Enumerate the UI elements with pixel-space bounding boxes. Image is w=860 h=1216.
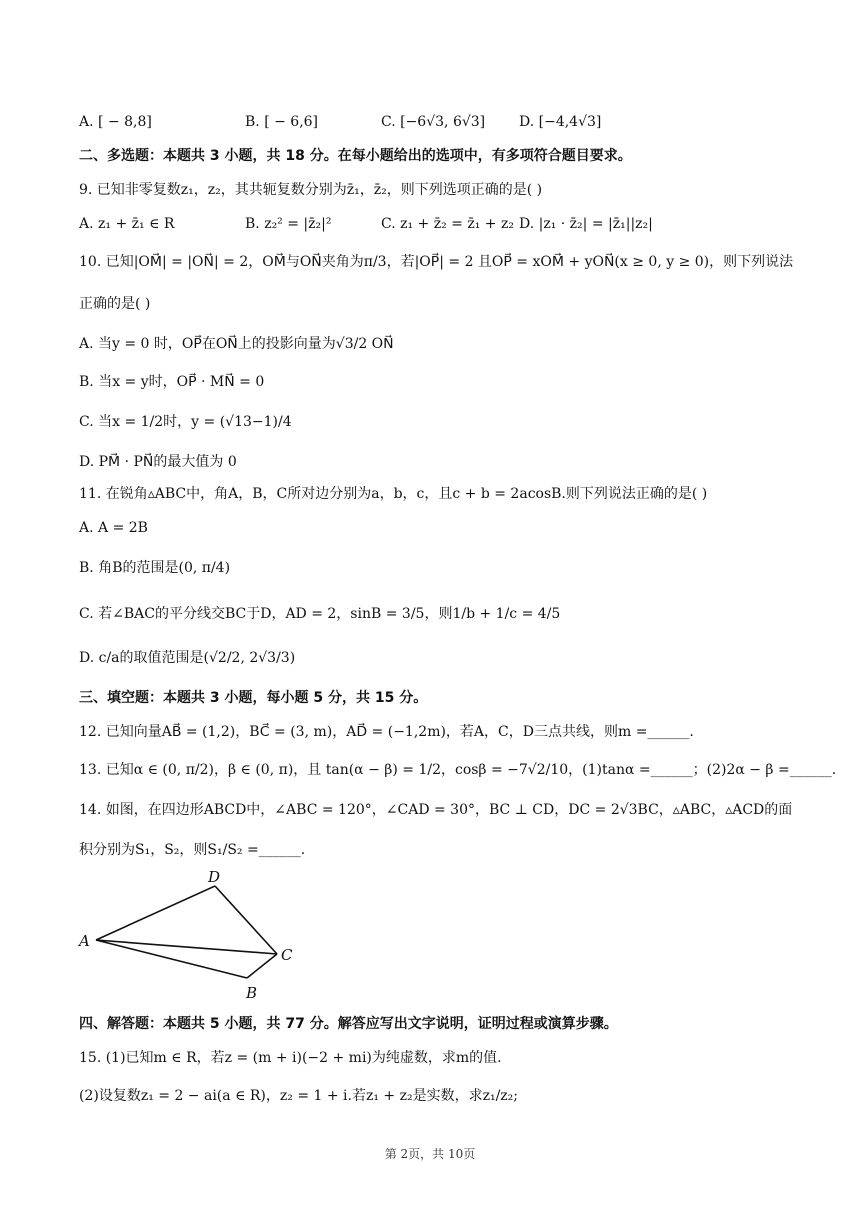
section-2-title: 二、多选题：本题共 3 小题，共 18 分。在每小题给出的选项中，有多项符合题目要求。 — [79, 148, 632, 164]
q11-option-d: D. c/a的取值范围是(√2/2, 2√3/3) — [79, 650, 296, 666]
q11-option-a: A. A = 2B — [79, 520, 148, 536]
q10-option-a: A. 当y = 0 时，OP⃗在ON⃗上的投影向量为√3/2 ON⃗ — [79, 336, 394, 352]
q8-option-b: B. [ − 6,6] — [245, 114, 319, 130]
q9-option-b: B. z₂² = |z̄₂|² — [245, 216, 332, 232]
q10-option-c: C. 当x = 1/2时，y = (√13−1)/4 — [79, 414, 292, 430]
q12: 12. 已知向量AB⃗ = (1,2)，BC⃗ = (3, m)，AD⃗ = (−1,2m)，若A，C，D三点共线，则m =______. — [79, 724, 694, 740]
vertex-label-d: D — [208, 868, 221, 886]
q15-part-1: 15. (1)已知m ∈ R，若z = (m + i)(−2 + mi)为纯虚数，求m的值. — [79, 1050, 502, 1066]
section-3-title: 三、填空题：本题共 3 小题，每小题 5 分，共 15 分。 — [79, 690, 428, 706]
vertex-label-c: C — [281, 946, 293, 964]
q15-part-2: (2)设复数z₁ = 2 − ai(a ∈ R)，z₂ = 1 + i.若z₁ + z₂是实数，求z₁/z₂; — [79, 1088, 518, 1104]
q8-option-a: A. [ − 8,8] — [79, 114, 152, 130]
q11-option-b: B. 角B的范围是(0, π/4) — [79, 560, 231, 576]
q9-option-c: C. z₁ + z̄₂ = z̄₁ + z₂ — [381, 216, 514, 232]
q11-stem: 11. 在锐角▵ABC中，角A，B，C所对边分别为a，b，c，且c + b = 2acosB.则下列说法正确的是( ) — [79, 486, 708, 502]
q8-option-d: D. [−4,4√3] — [519, 114, 602, 130]
q11-option-c: C. 若∠BAC的平分线交BC于D，AD = 2，sinB = 3/5，则1/b + 1/c = 4/5 — [79, 606, 561, 622]
q9-option-d: D. |z₁ · z̄₂| = |z̄₁||z₂| — [519, 216, 653, 232]
vertex-label-b: B — [246, 984, 258, 1002]
q10-option-d: D. PM⃗ · PN⃗的最大值为 0 — [79, 454, 237, 470]
edge-bc — [247, 954, 277, 978]
q14-line-2: 积分别为S₁，S₂，则S₁/S₂ =______. — [79, 842, 306, 858]
q8-option-c: C. [−6√3, 6√3] — [381, 114, 486, 130]
q14-line-1: 14. 如图，在四边形ABCD中，∠ABC = 120°，∠CAD = 30°，BC ⊥ CD，DC = 2√3BC，▵ABC，▵ACD的面 — [79, 802, 793, 818]
vertex-label-a: A — [79, 932, 90, 950]
q10-stem-line-1: 10. 已知|OM⃗| = |ON⃗| = 2，OM⃗与ON⃗夹角为π/3，若|OP⃗| = 2 且OP⃗ = xOM⃗ + yON⃗(x ≥ 0, y ≥ 0)，则下列说法 — [79, 254, 794, 270]
q9-option-a: A. z₁ + z̄₁ ∈ R — [79, 216, 175, 232]
edge-ad — [96, 886, 215, 940]
quadrilateral-figure — [74, 868, 304, 1003]
edge-dc — [215, 886, 277, 954]
q13: 13. 已知α ∈ (0, π/2)，β ∈ (0, π)，且 tan(α − β) = 1/2，cosβ = −7√2/10，(1)tanα =______；(2)2α − β =______. — [79, 762, 837, 778]
q10-stem-line-2: 正确的是( ) — [79, 296, 151, 312]
section-4-title: 四、解答题：本题共 5 小题，共 77 分。解答应写出文字说明，证明过程或演算步骤。 — [79, 1016, 618, 1032]
q10-option-b: B. 当x = y时，OP⃗ · MN⃗ = 0 — [79, 374, 265, 390]
q9-stem: 9. 已知非零复数z₁，z₂，其共轭复数分别为z̄₁，z̄₂，则下列选项正确的是( ) — [79, 182, 543, 198]
page-footer: 第 2页，共 10页 — [384, 1147, 476, 1161]
